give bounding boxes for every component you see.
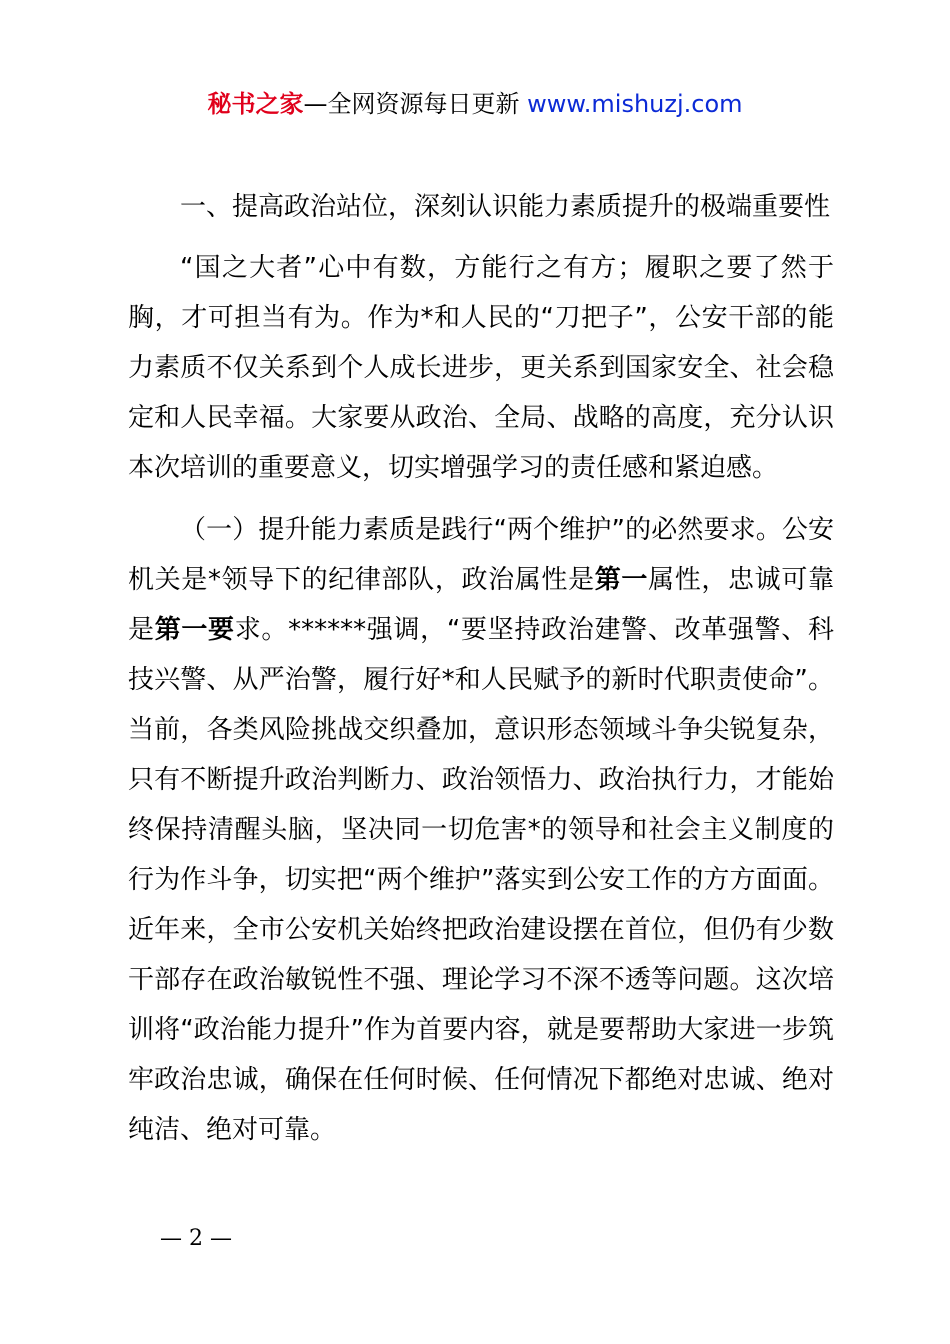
- paragraph-2-text-a: （一）提升能力素质是践行“两个维护”的必然要求。公安机关是*领导下的纪律部队，政治属性是: [128, 515, 834, 595]
- section-heading: 一、提高政治站位，深刻认识能力素质提升的极端重要性: [180, 192, 831, 222]
- brand-name: 秘书之家: [207, 90, 304, 118]
- paragraph-2-bold-b: 第一要: [154, 615, 235, 645]
- page-number: — 2 —: [160, 1226, 232, 1251]
- paragraph-2: [128, 505, 834, 1155]
- paragraph-2-text-c: 求。******强调，“要坚持政治建警、改革强警、科技兴警、从严治警，履行好*和人民赋予的新时代职责使命”。当前，各类风险挑战交织叠加，意识形态领域斗争尖锐复杂，只有不断提升政治判断力、政治领悟力、政治执行力，才能始终保持清醒头脑，坚决同一切危害*的领导和社会主义制度的行为作斗争，切实把“两个维护”落实到公安工作的方方面面。近年来，全市公安机关始终把政治建设摆在首位，但仍有少数干部存在政治敏锐性不强、理论学习不深不透等问题。这次培训将“政治能力提升”作为首要内容，就是要帮助大家进一步筑牢政治忠诚，确保在任何时候、任何情况下都绝对忠诚、绝对纯洁、绝对可靠。: [128, 615, 834, 1145]
- watermark-header: [0, 88, 950, 120]
- site-url-link[interactable]: www.mishuzj.com: [527, 90, 743, 118]
- paragraph-2-text-b: 属性，忠诚可靠是: [128, 565, 834, 645]
- header-tagline: —全网资源每日更新: [303, 90, 528, 118]
- document-body: [128, 182, 834, 1155]
- paragraph-1: “国之大者”心中有数，方能行之有方；履职之要了然于胸，才可担当有为。作为*和人民的“刀把子”，公安干部的能力素质不仅关系到个人成长进步，更关系到国家安全、社会稳定和人民幸福。大家要从政治、全局、战略的高度，充分认识本次培训的重要意义，切实增强学习的责任感和紧迫感。: [128, 253, 834, 483]
- paragraph-2-bold-a: 第一: [594, 565, 649, 595]
